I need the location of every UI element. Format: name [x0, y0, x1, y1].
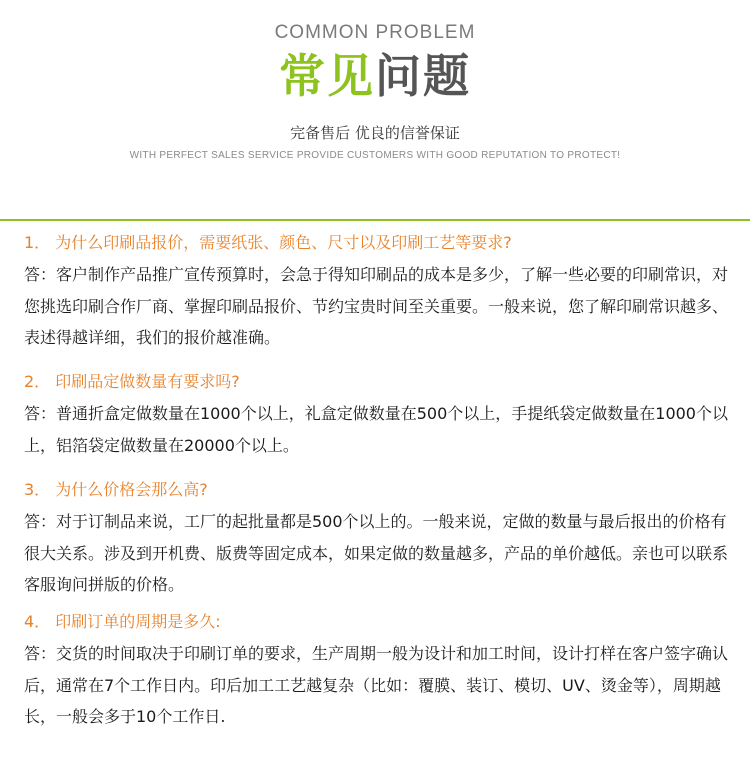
faq-item: [24, 478, 734, 601]
faq-question: 1． 为什么印刷品报价，需要纸张、颜色、尺寸以及印刷工艺等要求?: [24, 233, 512, 252]
green-divider: [0, 219, 750, 221]
faq-item: [24, 610, 734, 733]
faq-question: 3． 为什么价格会那么高?: [24, 480, 208, 499]
faq-answer: 答：交货的时间取决于印刷订单的要求，生产周期一般为设计和加工时间，设计打样在客户签字确认后，通常在7个工作日内。印后加工工艺越复杂（比如：覆膜、装订、模切、UV、烫金等），周期越长，一般会多于10个工作日.: [24, 644, 729, 726]
faq-answer: 答：普通折盒定做数量在1000个以上，礼盒定做数量在500个以上，手提纸袋定做数量在1000个以上，铝箔袋定做数量在20000个以上。: [24, 404, 728, 455]
chinese-title-grey-part: 问题: [375, 49, 471, 103]
faq-question: 2． 印刷品定做数量有要求吗?: [24, 372, 240, 391]
chinese-title: [0, 48, 750, 104]
chinese-subtitle: 完备售后 优良的信誉保证: [290, 124, 460, 142]
faq-item: [24, 370, 734, 461]
english-title: COMMON PROBLEM: [274, 22, 476, 43]
chinese-title-green-part: 常见: [279, 49, 375, 103]
page-header: [0, 0, 750, 220]
faq-answer: 答：对于订制品来说，工厂的起批量都是500个以上的。一般来说，定做的数量与最后报出的价格有很大关系。涉及到开机费、版费等固定成本，如果定做的数量越多，产品的单价越低。亲也可以联系客服询问拼版的价格。: [24, 512, 729, 594]
faq-answer: 答：客户制作产品推广宣传预算时，会急于得知印刷品的成本是多少，了解一些必要的印刷常识，对您挑选印刷合作厂商、掌握印刷品报价、节约宝贵时间至关重要。一般来说，您了解印刷常识越多、表述得越详细，我们的报价越准确。: [24, 265, 729, 347]
faq-item: [24, 231, 734, 354]
english-subtitle: WITH PERFECT SALES SERVICE PROVIDE CUSTOMERS WITH GOOD REPUTATION TO PROTECT!: [129, 150, 621, 161]
faq-question: 4． 印刷订单的周期是多久:: [24, 612, 221, 631]
